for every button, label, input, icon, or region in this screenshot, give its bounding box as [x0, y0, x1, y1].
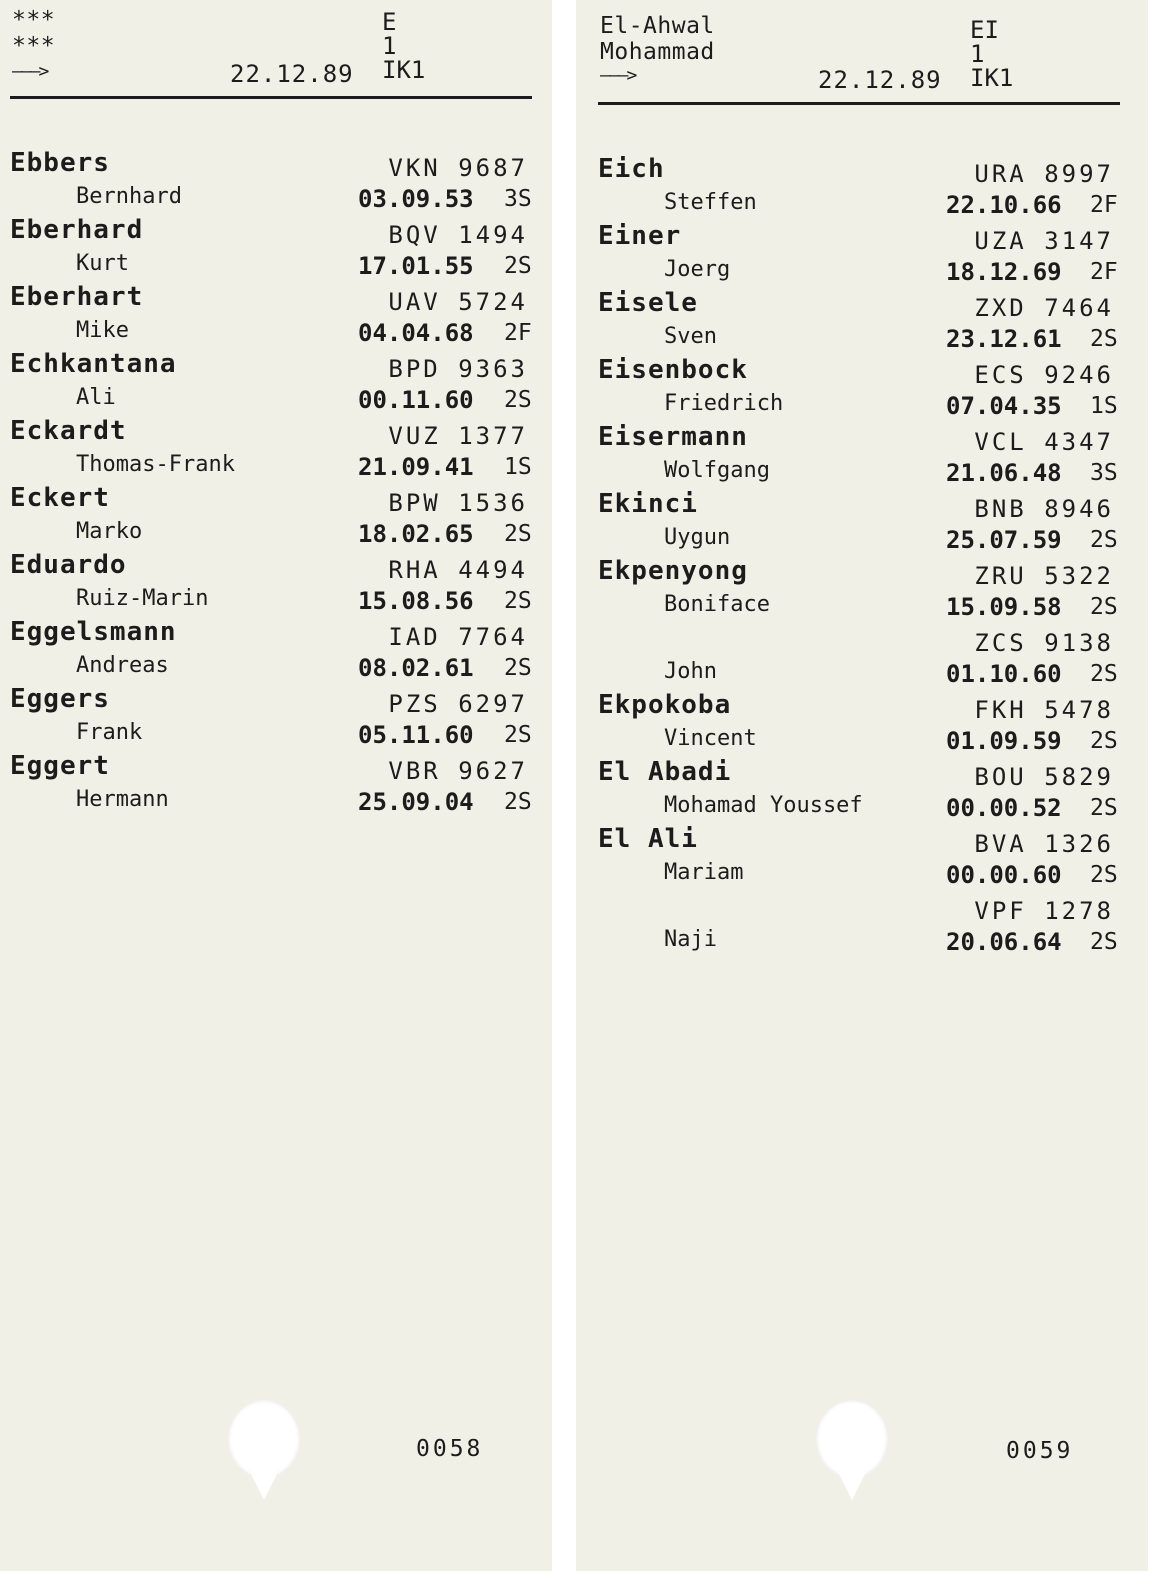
list-item — [0, 215, 552, 282]
header-code-letter: E — [382, 8, 397, 36]
header-code-number: 1 — [970, 40, 985, 68]
given-name: Wolfgang — [664, 458, 770, 483]
header-date: 22.12.89 — [818, 66, 942, 94]
list-item — [576, 623, 1148, 690]
arrow-icon: ———> — [600, 65, 636, 86]
header-code-number: 1 — [382, 32, 397, 60]
surname: Eggert — [10, 751, 110, 781]
category: 2S — [504, 789, 532, 815]
surname: Eduardo — [10, 550, 127, 580]
birth-date: 18.02.65 — [358, 520, 474, 548]
category: 2S — [1090, 728, 1118, 754]
header-line-2: *** — [12, 33, 56, 59]
registration-code: BOU 5829 — [974, 763, 1114, 791]
category: 2F — [1090, 192, 1118, 218]
category: 3S — [504, 186, 532, 212]
surname: Eckert — [10, 483, 110, 513]
given-name: John — [664, 659, 717, 684]
registration-code: BVA 1326 — [974, 830, 1114, 858]
birth-date: 04.04.68 — [358, 319, 474, 347]
registration-code: RHA 4494 — [388, 556, 528, 584]
given-name: Ali — [76, 385, 116, 410]
birth-date: 00.00.60 — [946, 861, 1062, 889]
category: 2S — [504, 588, 532, 614]
given-name: Bernhard — [76, 184, 182, 209]
list-item — [0, 751, 552, 818]
birth-date: 22.10.66 — [946, 191, 1062, 219]
birth-date: 00.00.52 — [946, 794, 1062, 822]
category: 2S — [504, 722, 532, 748]
given-name: Kurt — [76, 251, 129, 276]
surname: Ekpenyong — [598, 556, 748, 586]
header-code-letter: EI — [970, 16, 999, 44]
card-header — [0, 0, 552, 110]
given-name: Mohamad Youssef — [664, 793, 863, 818]
card-number: 0058 — [416, 1436, 484, 1462]
registration-code: VUZ 1377 — [388, 422, 528, 450]
surname: Eisenbock — [598, 355, 748, 385]
list-item — [0, 684, 552, 751]
arrow-icon: ———> — [12, 61, 48, 82]
list-item — [0, 550, 552, 617]
registration-code: URA 8997 — [974, 160, 1114, 188]
given-name: Thomas-Frank — [76, 452, 235, 477]
list-item — [0, 148, 552, 215]
list-item — [0, 483, 552, 550]
registration-code: BPD 9363 — [388, 355, 528, 383]
category: 2S — [1090, 929, 1118, 955]
category: 2S — [504, 655, 532, 681]
surname: Eisele — [598, 288, 698, 318]
list-item — [576, 355, 1148, 422]
birth-date: 01.10.60 — [946, 660, 1062, 688]
entry-list — [0, 148, 552, 818]
list-item — [576, 154, 1148, 221]
registration-code: VPF 1278 — [974, 897, 1114, 925]
header-divider — [598, 102, 1120, 105]
given-name: Boniface — [664, 592, 770, 617]
category: 2F — [1090, 259, 1118, 285]
category: 2F — [504, 320, 532, 346]
header-code-group: IK1 — [382, 56, 426, 84]
birth-date: 05.11.60 — [358, 721, 474, 749]
header-code — [970, 18, 1030, 90]
registration-code: PZS 6297 — [388, 690, 528, 718]
category: 2S — [1090, 527, 1118, 553]
list-item — [576, 489, 1148, 556]
category: 3S — [1090, 460, 1118, 486]
registration-code: VBR 9627 — [388, 757, 528, 785]
header-divider — [10, 96, 532, 99]
index-card-right — [576, 0, 1148, 1571]
given-name: Frank — [76, 720, 143, 745]
registration-code: BQV 1494 — [388, 221, 528, 249]
category: 2S — [1090, 661, 1118, 687]
registration-code: UAV 5724 — [388, 288, 528, 316]
punch-hole-tail — [250, 1472, 278, 1500]
header-line-1: El-Ahwal — [600, 13, 715, 39]
surname: Einer — [598, 221, 682, 251]
punch-hole — [228, 1400, 300, 1478]
birth-date: 03.09.53 — [358, 185, 474, 213]
birth-date: 20.06.64 — [946, 928, 1062, 956]
category: 2S — [1090, 326, 1118, 352]
list-item — [576, 288, 1148, 355]
category: 2S — [1090, 795, 1118, 821]
registration-code: VCL 4347 — [974, 428, 1114, 456]
registration-code: ZXD 7464 — [974, 294, 1114, 322]
header-code — [382, 10, 442, 82]
list-item — [576, 891, 1148, 958]
registration-code: ZRU 5322 — [974, 562, 1114, 590]
surname: Ekinci — [598, 489, 698, 519]
given-name: Naji — [664, 927, 717, 952]
list-item — [576, 824, 1148, 891]
list-item — [0, 349, 552, 416]
category: 2S — [504, 253, 532, 279]
surname: Ekpokoba — [598, 690, 732, 720]
list-item — [0, 617, 552, 684]
surname: Eggers — [10, 684, 110, 714]
given-name: Friedrich — [664, 391, 784, 416]
registration-code: BNB 8946 — [974, 495, 1114, 523]
punch-hole-tail — [838, 1472, 866, 1500]
list-item — [576, 757, 1148, 824]
category: 1S — [1090, 393, 1118, 419]
header-date: 22.12.89 — [230, 60, 354, 88]
given-name: Vincent — [664, 726, 757, 751]
index-card-left — [0, 0, 552, 1571]
birth-date: 01.09.59 — [946, 727, 1062, 755]
header-code-group: IK1 — [970, 64, 1014, 92]
registration-code: UZA 3147 — [974, 227, 1114, 255]
category: 2S — [504, 521, 532, 547]
surname: Eberhart — [10, 282, 144, 312]
birth-date: 15.08.56 — [358, 587, 474, 615]
category: 2S — [1090, 862, 1118, 888]
birth-date: 15.09.58 — [946, 593, 1062, 621]
given-name: Andreas — [76, 653, 169, 678]
birth-date: 23.12.61 — [946, 325, 1062, 353]
list-item — [576, 690, 1148, 757]
surname: Ebbers — [10, 148, 110, 178]
surname: Echkantana — [10, 349, 177, 379]
list-item — [0, 416, 552, 483]
category: 2S — [1090, 594, 1118, 620]
birth-date: 18.12.69 — [946, 258, 1062, 286]
surname: Eggelsmann — [10, 617, 177, 647]
list-item — [576, 221, 1148, 288]
surname: Eckardt — [10, 416, 127, 446]
surname: El Ali — [598, 824, 698, 854]
registration-code: BPW 1536 — [388, 489, 528, 517]
birth-date: 25.07.59 — [946, 526, 1062, 554]
registration-code: IAD 7764 — [388, 623, 528, 651]
birth-date: 21.06.48 — [946, 459, 1062, 487]
given-name: Ruiz-Marin — [76, 586, 209, 611]
category: 1S — [504, 454, 532, 480]
header-line-1: *** — [12, 7, 56, 33]
list-item — [0, 282, 552, 349]
given-name: Steffen — [664, 190, 757, 215]
surname: El Abadi — [598, 757, 732, 787]
birth-date: 00.11.60 — [358, 386, 474, 414]
list-item — [576, 556, 1148, 623]
registration-code: VKN 9687 — [388, 154, 528, 182]
birth-date: 25.09.04 — [358, 788, 474, 816]
punch-hole — [816, 1400, 888, 1478]
birth-date: 21.09.41 — [358, 453, 474, 481]
given-name: Sven — [664, 324, 717, 349]
entry-list — [576, 154, 1148, 958]
registration-code: ECS 9246 — [974, 361, 1114, 389]
surname: Eisermann — [598, 422, 748, 452]
header-line-2: Mohammad — [600, 39, 715, 65]
registration-code: FKH 5478 — [974, 696, 1114, 724]
given-name: Marko — [76, 519, 143, 544]
given-name: Mike — [76, 318, 129, 343]
surname: Eberhard — [10, 215, 144, 245]
birth-date: 17.01.55 — [358, 252, 474, 280]
given-name: Hermann — [76, 787, 169, 812]
list-item — [576, 422, 1148, 489]
given-name: Mariam — [664, 860, 744, 885]
given-name: Uygun — [664, 525, 731, 550]
surname: Eich — [598, 154, 665, 184]
birth-date: 08.02.61 — [358, 654, 474, 682]
birth-date: 07.04.35 — [946, 392, 1062, 420]
card-header — [576, 0, 1148, 110]
card-number: 0059 — [1006, 1438, 1074, 1464]
given-name: Joerg — [664, 257, 731, 282]
category: 2S — [504, 387, 532, 413]
registration-code: ZCS 9138 — [974, 629, 1114, 657]
